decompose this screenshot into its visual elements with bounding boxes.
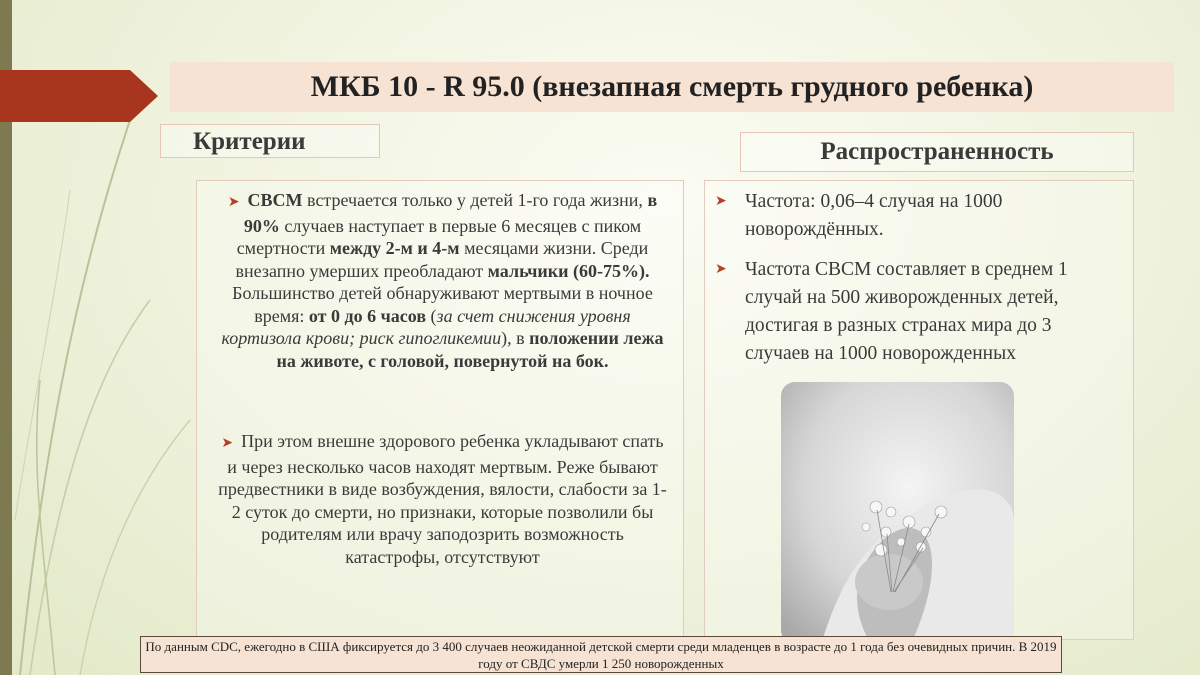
text-part: ), в [501, 328, 530, 348]
age-peak-highlight: между 2-м и 4-м [329, 238, 460, 258]
arrow-bullet-icon: ➤ [227, 195, 240, 210]
prevalence-heading: Распространенность [740, 132, 1134, 172]
text-part: Большинство детей обнаруживают мертвыми в ночное время: [232, 283, 653, 326]
baby-hand-photo [781, 382, 1014, 644]
criteria-heading: Критерии [160, 124, 380, 158]
time-highlight: от 0 до 6 часов [308, 305, 427, 326]
cortisol-note: за счет снижения уровня кортизола крови; риск гипогликемии [221, 305, 631, 348]
prevalence-bullet-1 [715, 188, 1120, 244]
boys-highlight: мальчики (60-75%). [487, 260, 650, 281]
percent-highlight: в 90% [243, 190, 658, 236]
prevalence-bullet-2 [715, 256, 1120, 368]
svsm-term: СВСМ [247, 190, 303, 210]
text-part: встречается только у детей 1-го года жизни, [302, 190, 648, 210]
text-part: месяцами жизни. Среди внезапно умерших преобладают [235, 238, 649, 281]
arrow-bullet-icon: ➤ [221, 436, 234, 451]
criteria-bullet-2 [215, 430, 670, 568]
text-part: ( [426, 305, 437, 326]
title-arrow-shape [0, 70, 158, 122]
footer-note: По данным CDC, ежегодно в США фиксируется до 3 400 случаев неожиданной детской смерти среди младенцев в возрасте до 1 года без очевидных причин. В 2019 году от СВДС умерли 1 250 новорожденных [140, 636, 1062, 673]
bullet-text: При этом внешне здорового ребенка укладывают спать и через несколько часов находят мертвым. Реже бывают предвестники в виде возбуждения, вялости, слабости за 1-2 суток до смерти, но признаки, которые позволили бы родителям или врачу заподозрить возможность катастрофы, отсутствуют [218, 431, 667, 567]
text-part: случаев наступает в первые 6 месяцев с пиком смертности [236, 215, 642, 258]
arrow-bullet-icon: ➤ [715, 262, 727, 277]
arrow-bullet-icon: ➤ [715, 194, 727, 209]
bullet-text: Частота: 0,06–4 случая на 1000 новорождённых. [745, 191, 1003, 240]
criteria-bullet-1 [215, 189, 670, 372]
bullet-text: Частота СВСМ составляет в среднем 1 случай на 500 живорожденных детей, достигая в разных странах мира до 3 случаев на 1000 новорожденных [745, 259, 1068, 364]
position-highlight: положении лежа на животе, с головой, повернутой на бок. [276, 328, 664, 371]
slide-title: МКБ 10 - R 95.0 (внезапная смерть грудного ребенка) [170, 62, 1174, 112]
